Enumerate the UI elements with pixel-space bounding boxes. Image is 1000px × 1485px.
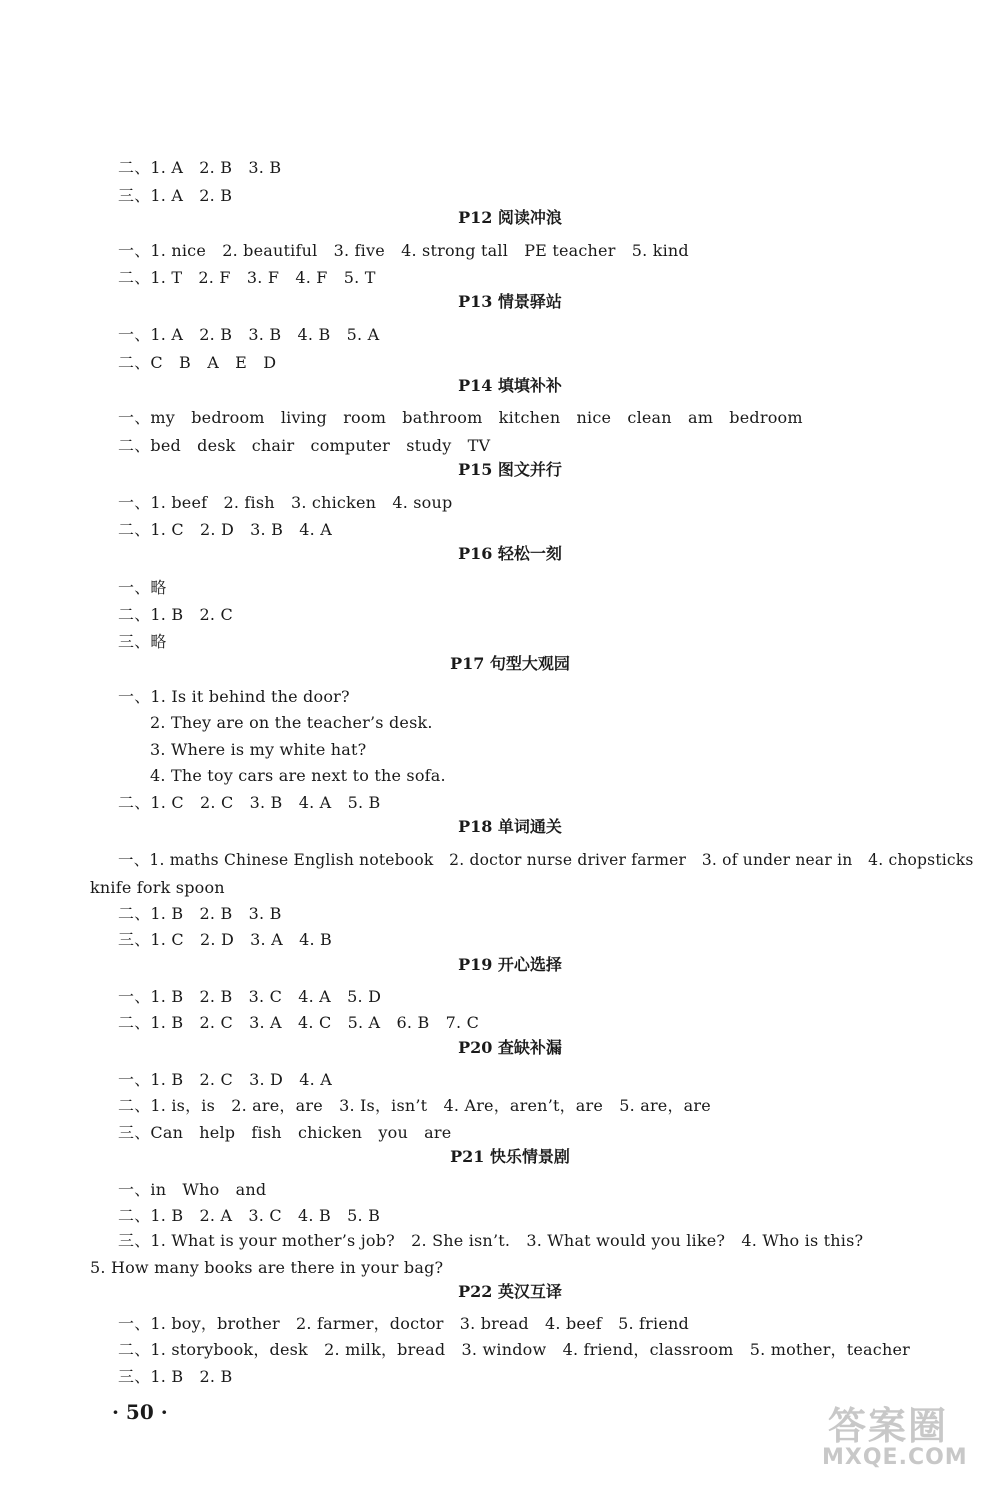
section-heading-p14: P14 填填补补 <box>458 376 562 395</box>
answer-line: 一、1. B 2. C 3. D 4. A <box>118 1070 332 1089</box>
answer-line: 一、略 <box>118 578 167 597</box>
section-heading-p17: P17 句型大观园 <box>450 654 570 673</box>
section-heading-p12: P12 阅读冲浪 <box>458 208 562 227</box>
section-heading-p18: P18 单词通关 <box>458 817 562 836</box>
answer-line: 一、in Who and <box>118 1180 267 1199</box>
answer-line: 二、1. B 2. A 3. C 4. B 5. B <box>118 1206 381 1225</box>
section-heading-p20: P20 查缺补漏 <box>458 1038 562 1057</box>
section-heading-p13: P13 情景驿站 <box>458 292 562 311</box>
answer-line: 三、1. B 2. B <box>118 1367 233 1386</box>
watermark-logo: 答案圈 <box>828 1404 949 1448</box>
section-heading-p15: P15 图文并行 <box>458 460 562 479</box>
answer-line: 二、1. B 2. C 3. A 4. C 5. A 6. B 7. C <box>118 1013 480 1032</box>
answer-line: 三、1. A 2. B <box>118 186 233 205</box>
answer-line: 一、1. maths Chinese English notebook 2. doctor nurse driver farmer 3. of under near in 4. chopsticks <box>118 851 974 869</box>
answer-line: 二、bed desk chair computer study TV <box>118 436 491 455</box>
answer-line: 一、1. A 2. B 3. B 4. B 5. A <box>118 325 380 344</box>
answer-line: knife fork spoon <box>90 878 225 897</box>
answer-line: 一、1. beef 2. fish 3. chicken 4. soup <box>118 493 453 512</box>
answer-line: 二、1. A 2. B 3. B <box>118 158 282 177</box>
answer-line: 5. How many books are there in your bag? <box>90 1258 444 1277</box>
answer-line: 一、1. Is it behind the door? <box>118 687 350 706</box>
answer-line: 2. They are on the teacher’s desk. <box>150 713 433 732</box>
answer-line: 一、1. boy，brother 2. farmer，doctor 3. bread 4. beef 5. friend <box>118 1314 689 1333</box>
answer-line: 一、1. nice 2. beautiful 3. five 4. strong tall PE teacher 5. kind <box>118 241 689 260</box>
answer-line: 三、略 <box>118 632 167 651</box>
watermark-site: MXQE.COM <box>822 1445 968 1470</box>
section-heading-p19: P19 开心选择 <box>458 955 562 974</box>
answer-line: 二、1. C 2. D 3. B 4. A <box>118 520 332 539</box>
section-heading-p22: P22 英汉互译 <box>458 1282 562 1301</box>
answer-line: 二、1. C 2. C 3. B 4. A 5. B <box>118 793 381 812</box>
answer-line: 一、1. B 2. B 3. C 4. A 5. D <box>118 987 382 1006</box>
answer-line: 二、1. T 2. F 3. F 4. F 5. T <box>118 268 376 287</box>
section-heading-p21: P21 快乐情景剧 <box>450 1147 570 1166</box>
answer-line: 二、1. B 2. C <box>118 605 233 624</box>
answer-line: 二、1. is，is 2. are，are 3. Is，isn’t 4. Are，aren’t，are 5. are，are <box>118 1096 711 1115</box>
watermark <box>818 1395 988 1475</box>
answer-line: 一、my bedroom living room bathroom kitchen nice clean am bedroom <box>118 408 803 427</box>
answer-line: 三、1. What is your mother’s job? 2. She isn’t. 3. What would you like? 4. Who is this? <box>118 1231 864 1250</box>
page-number: · 50 · <box>112 1400 168 1424</box>
answer-line: 三、1. C 2. D 3. A 4. B <box>118 930 332 949</box>
answer-line: 二、1. B 2. B 3. B <box>118 904 282 923</box>
answer-line: 二、C B A E D <box>118 353 277 372</box>
answer-line: 3. Where is my white hat? <box>150 740 367 759</box>
answer-line: 4. The toy cars are next to the sofa. <box>150 766 446 785</box>
section-heading-p16: P16 轻松一刻 <box>458 544 562 563</box>
answer-line: 二、1. storybook，desk 2. milk，bread 3. window 4. friend，classroom 5. mother，teacher <box>118 1340 910 1359</box>
answer-line: 三、Can help fish chicken you are <box>118 1123 452 1142</box>
